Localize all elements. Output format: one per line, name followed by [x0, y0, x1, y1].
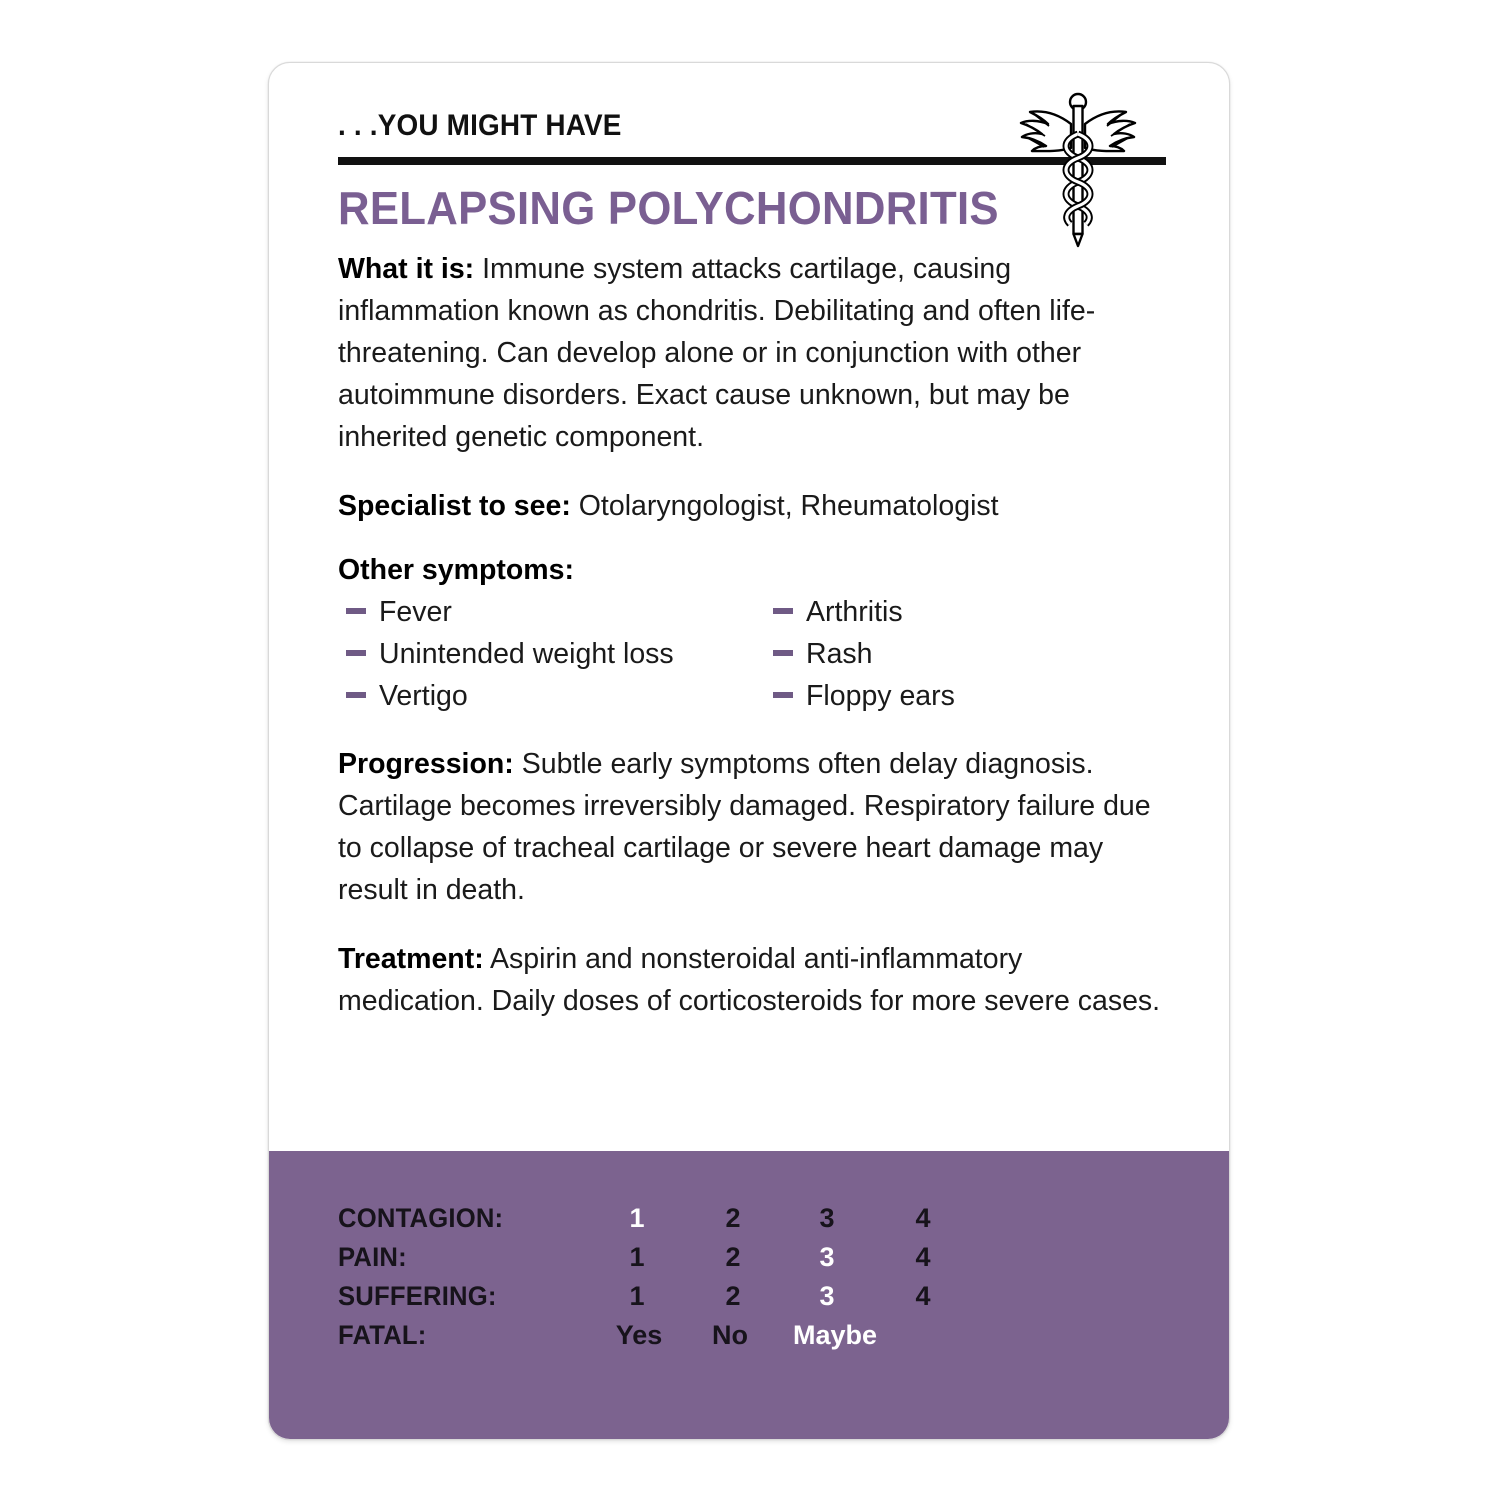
table-row [338, 1281, 958, 1320]
list-item [773, 591, 955, 633]
rating-option[interactable]: 2 [725, 1242, 741, 1272]
rating-option[interactable]: 1 [629, 1281, 645, 1311]
symptom-column-left [346, 591, 674, 717]
section-text-specialist: Otolaryngologist, Rheumatologist [570, 490, 999, 522]
dash-bullet-icon [346, 692, 366, 698]
dash-bullet-icon [346, 608, 366, 614]
ratings-table [338, 1203, 958, 1359]
caduceus-icon [1014, 90, 1142, 250]
dash-bullet-icon [346, 650, 366, 656]
section-label-specialist: Specialist to see: [338, 490, 571, 522]
symptom-label: Rash [806, 638, 873, 670]
section-text-progression: Subtle early symptoms often delay diagnosis. Cartilage becomes irreversibly damaged. Respiratory failure due to collapse of tracheal cartilage or severe heart damage may result in death. [338, 748, 1151, 906]
symptom-label: Fever [379, 596, 452, 628]
rating-label: SUFFERING: [338, 1281, 497, 1311]
symptom-label: Floppy ears [806, 680, 955, 712]
rating-option[interactable]: 2 [725, 1203, 741, 1233]
list-item [346, 675, 674, 717]
table-row [338, 1242, 958, 1281]
card-kicker: . . .YOU MIGHT HAVE [338, 109, 622, 142]
rating-option[interactable]: No [712, 1320, 748, 1350]
list-item [346, 591, 674, 633]
rating-option[interactable]: 3 [819, 1242, 835, 1272]
rating-option[interactable]: 4 [915, 1242, 931, 1272]
rating-label: PAIN: [338, 1242, 407, 1272]
symptom-grid [338, 591, 1162, 717]
section-label-other-symptoms: Other symptoms: [338, 554, 574, 586]
section-text-treatment: Aspirin and nonsteroidal anti-inflammatory medication. Daily doses of corticosteroids for more severe cases. [338, 943, 1161, 1017]
rating-option[interactable]: 3 [819, 1281, 835, 1311]
table-row [338, 1203, 958, 1242]
dash-bullet-icon [773, 608, 793, 614]
card-body [338, 248, 1162, 1049]
rating-option[interactable]: 3 [819, 1203, 835, 1233]
rating-option[interactable]: 1 [629, 1242, 645, 1272]
section-specialist [338, 485, 1162, 527]
list-item [773, 633, 955, 675]
symptom-label: Unintended weight loss [379, 638, 674, 670]
rating-option[interactable]: Yes [615, 1320, 663, 1350]
symptom-label: Arthritis [806, 596, 903, 628]
section-label-progression: Progression: [338, 748, 514, 780]
section-label-what-it-is: What it is: [338, 253, 475, 285]
rating-option[interactable]: 4 [915, 1203, 931, 1233]
rating-option[interactable]: 1 [629, 1203, 645, 1233]
symptom-column-right [773, 591, 955, 717]
rating-label: FATAL: [338, 1320, 427, 1350]
ratings-band [269, 1151, 1229, 1439]
section-treatment [338, 938, 1162, 1022]
section-text-what-it-is: Immune system attacks cartilage, causing inflammation known as chondritis. Debilitating and often life-threatening. Can develop alone or in conjunction with other autoimmune disorders. Exact cause unknown, but may be inherited genetic component. [338, 253, 1096, 453]
page-title: RELAPSING POLYCHONDRITIS [338, 182, 999, 234]
section-label-treatment: Treatment: [338, 943, 484, 975]
table-row [338, 1320, 958, 1359]
list-item [773, 675, 955, 717]
rating-option[interactable]: 4 [915, 1281, 931, 1311]
symptom-label: Vertigo [379, 680, 468, 712]
rating-option[interactable]: Maybe [793, 1320, 878, 1350]
list-item [346, 633, 674, 675]
disease-card [268, 62, 1230, 1440]
section-what-it-is [338, 248, 1162, 458]
dash-bullet-icon [773, 692, 793, 698]
rating-option[interactable]: 2 [725, 1281, 741, 1311]
section-progression [338, 743, 1162, 911]
dash-bullet-icon [773, 650, 793, 656]
rating-label: CONTAGION: [338, 1203, 504, 1233]
